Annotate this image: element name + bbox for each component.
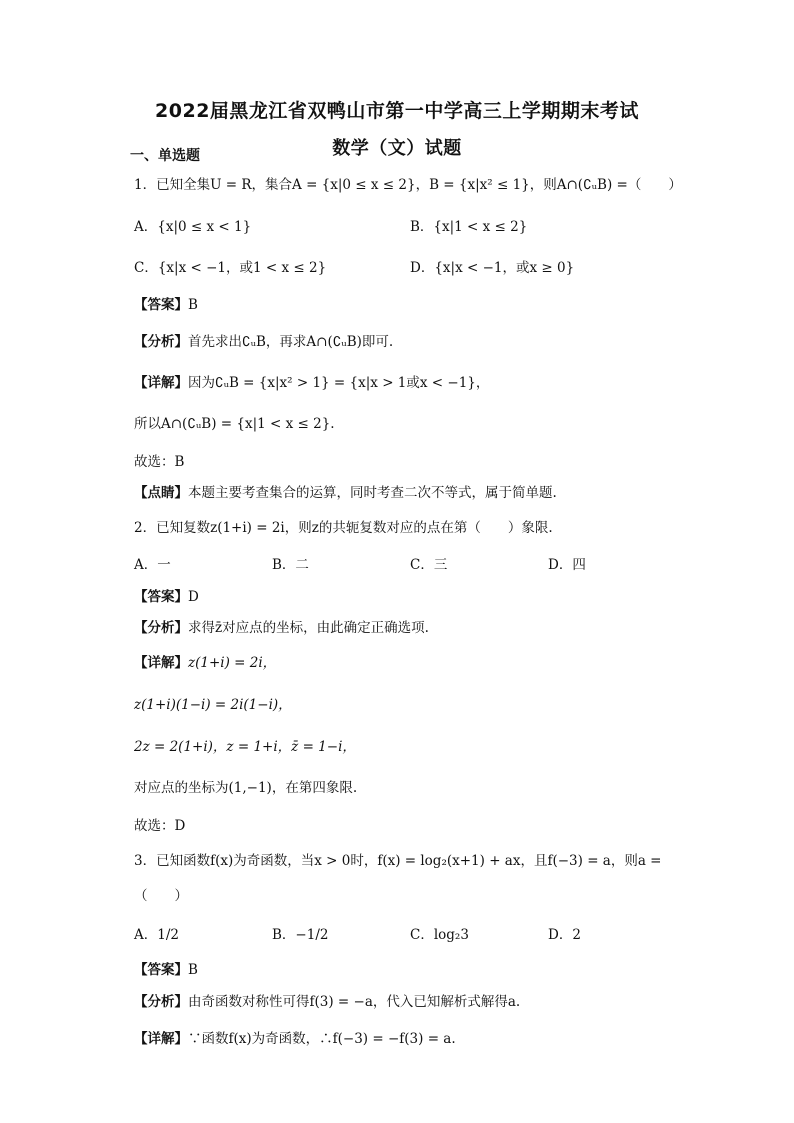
q2-choose: 故选：D	[134, 818, 186, 834]
q2-stem: 2．已知复数z(1+i) = 2i，则z的共轭复数对应的点在第（ ）象限.	[134, 520, 553, 536]
q3-option-c: C．log₂3	[410, 927, 469, 943]
q3-analysis: 由奇函数对称性可得f(3) = −a，代入已知解析式解得a.	[188, 994, 521, 1010]
q1-analysis-line	[134, 332, 393, 352]
answer-tag: 【答案】	[134, 589, 188, 605]
q2-option-c: C．三	[410, 557, 448, 573]
detail-tag: 【详解】	[134, 1031, 188, 1047]
q1-stem: 1．已知全集U = R，集合A = {x|0 ≤ x ≤ 2}，B = {x|x² ≤ 1}，则A∩(∁ᵤB) =（ ）	[134, 177, 682, 193]
analysis-tag: 【分析】	[134, 334, 188, 350]
section-heading: 一、单选题	[130, 148, 200, 164]
q1-choose: 故选：B	[134, 454, 185, 470]
q2-detail-line	[134, 653, 276, 673]
q1-option-d: D．{x|x < −1，或x ≥ 0}	[410, 260, 575, 276]
q2-analysis-line	[134, 618, 429, 638]
q2-answer-line	[134, 587, 199, 607]
q1-detail-line	[134, 373, 489, 393]
q3-detail-1: ∵函数f(x)为奇函数，∴f(−3) = −f(3) = a.	[188, 1031, 456, 1047]
q2-detail-1: z(1+i) = 2i，	[188, 655, 277, 671]
q3-stem: 3．已知函数f(x)为奇函数，当x > 0时，f(x) = log₂(x+1) + ax，且f(−3) = a，则a =	[134, 853, 662, 869]
detail-tag: 【详解】	[134, 375, 188, 391]
q2-detail-3: 2z = 2(1+i)，z = 1+i，z̄ = 1−i，	[134, 739, 356, 755]
q1-detail-2: 所以A∩(∁ᵤB) = {x|1 < x ≤ 2}.	[134, 416, 335, 432]
q3-detail-line	[134, 1029, 456, 1049]
q3-answer-line	[134, 960, 198, 980]
document-title: 2022届黑龙江省双鸭山市第一中学高三上学期期末考试	[155, 100, 639, 122]
q1-analysis: 首先求出∁ᵤB，再求A∩(∁ᵤB)即可.	[188, 334, 394, 350]
comment-tag: 【点睛】	[134, 485, 188, 501]
q2-detail-2: z(1+i)(1−i) = 2i(1−i)，	[134, 697, 292, 713]
document-subtitle: 数学（文）试题	[332, 138, 462, 159]
q1-option-c: C．{x|x < −1，或1 < x ≤ 2}	[134, 260, 327, 276]
q2-option-b: B．二	[272, 557, 309, 573]
q3-analysis-line	[134, 992, 520, 1012]
q3-stem-parens: （ ）	[134, 888, 188, 904]
q3-option-a: A．1/2	[134, 927, 179, 943]
q3-option-b: B．−1/2	[272, 927, 329, 943]
answer-tag: 【答案】	[134, 297, 188, 313]
q2-option-a: A．一	[134, 557, 171, 573]
q3-option-d: D．2	[548, 927, 581, 943]
detail-tag: 【详解】	[134, 655, 188, 671]
q1-answer: B	[188, 297, 198, 313]
q2-answer: D	[188, 589, 199, 605]
q1-comment: 本题主要考查集合的运算，同时考查二次不等式，属于简单题.	[188, 485, 557, 501]
q1-detail-1: 因为∁ᵤB = {x|x² > 1} = {x|x > 1或x < −1}，	[188, 375, 490, 391]
analysis-tag: 【分析】	[134, 620, 188, 636]
q2-detail-4: 对应点的坐标为(1,−1)，在第四象限.	[134, 780, 358, 796]
q1-option-a: A．{x|0 ≤ x < 1}	[134, 219, 252, 235]
q1-comment-line	[134, 483, 557, 503]
q1-answer-line	[134, 295, 198, 315]
answer-tag: 【答案】	[134, 962, 188, 978]
q3-answer: B	[188, 962, 198, 978]
q2-analysis: 求得z̄对应点的坐标，由此确定正确选项.	[188, 620, 429, 636]
analysis-tag: 【分析】	[134, 994, 188, 1010]
q2-option-d: D．四	[548, 557, 586, 573]
q1-option-b: B．{x|1 < x ≤ 2}	[410, 219, 528, 235]
